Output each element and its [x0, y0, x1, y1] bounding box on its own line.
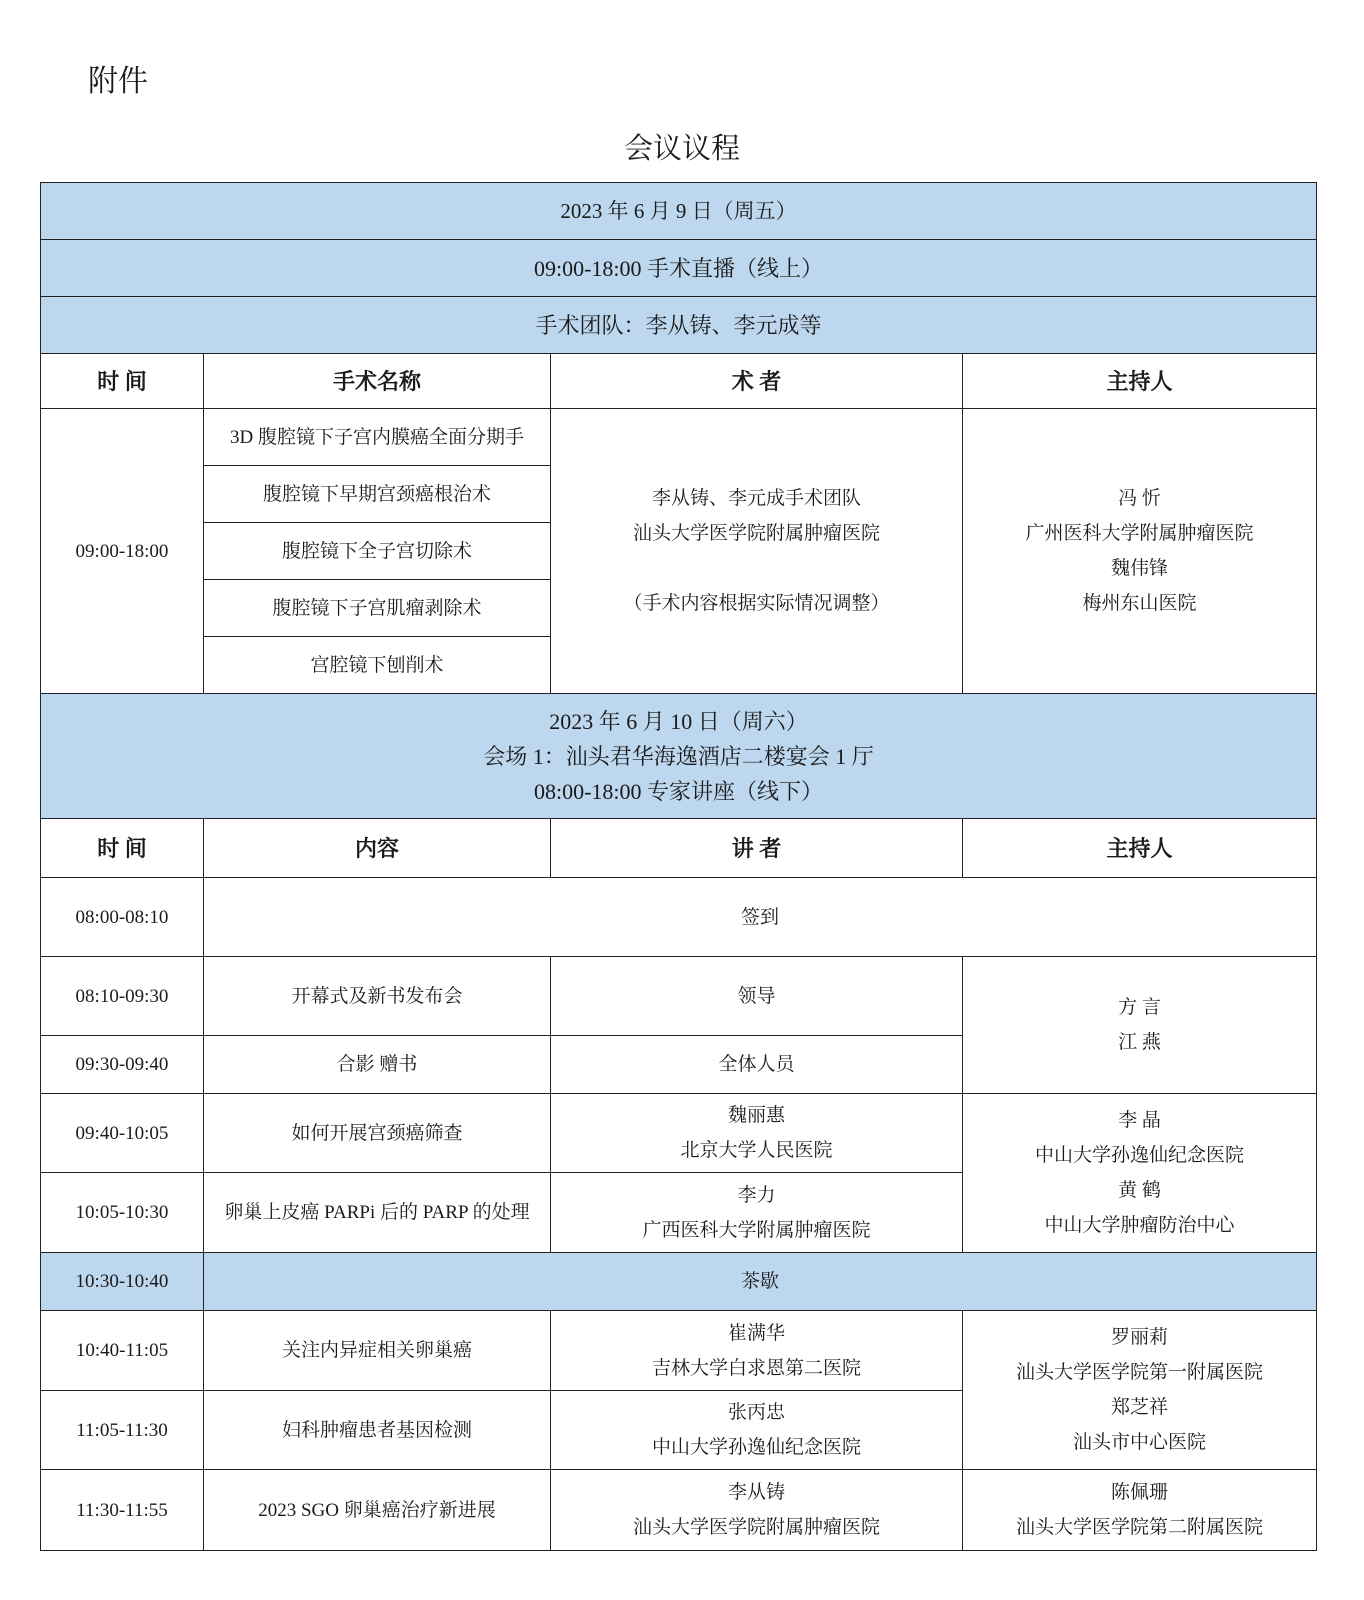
row-speaker: [551, 1173, 963, 1253]
host-line: 黄 鹤: [1118, 1180, 1161, 1201]
agenda-table: [40, 182, 1317, 1551]
signin-time: 08:00-08:10: [41, 878, 204, 957]
row-speaker: 领导: [551, 957, 963, 1036]
row-time: 08:10-09:30: [41, 957, 204, 1036]
row-content: 开幕式及新书发布会: [204, 957, 551, 1036]
speaker-name: 张丙忠: [727, 1402, 785, 1423]
row-time: 10:05-10:30: [41, 1173, 204, 1253]
row-content: 合影 赠书: [204, 1036, 551, 1094]
speaker-name: 李从铸: [727, 1482, 785, 1503]
host-line: 魏伟锋: [1110, 558, 1168, 579]
row-time: 11:30-11:55: [41, 1470, 204, 1551]
row-time: 10:40-11:05: [41, 1311, 204, 1391]
surgeon-line: 汕头大学医学院附属肿瘤医院: [632, 523, 880, 544]
host-line: 郑芝祥: [1110, 1397, 1168, 1418]
surgery-item: 腹腔镜下全子宫切除术: [204, 523, 551, 580]
attachment-label: 附件: [88, 65, 148, 98]
speaker-affiliation: 汕头大学医学院附属肿瘤医院: [632, 1517, 880, 1538]
host-line: 李 晶: [1118, 1110, 1161, 1131]
surgery-item: 腹腔镜下子宫肌瘤剥除术: [204, 580, 551, 637]
signin-label: 签到: [204, 878, 1317, 957]
header-time: 时 间: [41, 354, 204, 409]
speaker-affiliation: 北京大学人民医院: [680, 1140, 833, 1161]
day1-time: 09:00-18:00: [41, 409, 204, 694]
day2-banner: [41, 694, 1317, 819]
row-speaker: [551, 1391, 963, 1470]
row-speaker: [551, 1311, 963, 1391]
row-speaker: [551, 1470, 963, 1551]
host-line: 汕头市中心医院: [1072, 1432, 1206, 1453]
surgeon-note: （手术内容根据实际情况调整）: [623, 593, 890, 614]
speaker-affiliation: 中山大学孙逸仙纪念医院: [651, 1437, 861, 1458]
row-content: 如何开展宫颈癌筛查: [204, 1094, 551, 1173]
row-speaker: 全体人员: [551, 1036, 963, 1094]
host-line: 汕头大学医学院第一附属医院: [1015, 1362, 1263, 1383]
host-line: 陈佩珊: [1110, 1482, 1168, 1503]
header-surgeon: 术 者: [551, 354, 963, 409]
host-line: 汕头大学医学院第二附属医院: [1015, 1517, 1263, 1538]
header-host: 主持人: [963, 819, 1317, 878]
day1-session: 09:00-18:00 手术直播（线上）: [41, 240, 1317, 297]
day2-venue: 会场 1：汕头君华海逸酒店二楼宴会 1 厅: [483, 743, 874, 769]
host-line: 江 燕: [1118, 1032, 1161, 1053]
host-line: 冯 忻: [1118, 488, 1161, 509]
speaker-affiliation: 广西医科大学附属肿瘤医院: [642, 1219, 871, 1241]
row-content: 卵巢上皮癌 PARPi 后的 PARP 的处理: [204, 1173, 551, 1253]
day1-hosts: [963, 409, 1317, 694]
host-line: 梅州东山医院: [1082, 593, 1197, 614]
host-group: [963, 1311, 1317, 1470]
day1-surgeons: [551, 409, 963, 694]
row-speaker: [551, 1094, 963, 1173]
page-title: 会议议程: [623, 133, 740, 165]
row-time: 11:05-11:30: [41, 1391, 204, 1470]
host-line: 广州医科大学附属肿瘤医院: [1025, 523, 1254, 544]
row-time: 09:30-09:40: [41, 1036, 204, 1094]
tea-time: 10:30-10:40: [41, 1253, 204, 1311]
day2-date: 2023 年 6 月 10 日（周六）: [549, 708, 808, 734]
host-group: [963, 1470, 1317, 1551]
speaker-name: 魏丽惠: [727, 1105, 785, 1126]
header-surgery: 手术名称: [204, 354, 551, 409]
speaker-name: 崔满华: [727, 1322, 785, 1344]
host-line: 中山大学肿瘤防治中心: [1044, 1215, 1235, 1236]
surgery-item: 腹腔镜下早期宫颈癌根治术: [204, 466, 551, 523]
tea-label: 茶歇: [204, 1253, 1317, 1311]
surgery-item: 宫腔镜下刨削术: [204, 637, 551, 694]
day1-team: 手术团队：李从铸、李元成等: [41, 297, 1317, 354]
header-speaker: 讲 者: [551, 819, 963, 878]
surgery-item: 3D 腹腔镜下子宫内膜癌全面分期手: [204, 409, 551, 466]
row-content: 关注内异症相关卵巢癌: [204, 1311, 551, 1391]
header-content: 内容: [204, 819, 551, 878]
host-line: 方 言: [1118, 997, 1161, 1018]
day1-date: 2023 年 6 月 9 日（周五）: [41, 183, 1317, 240]
header-host: 主持人: [963, 354, 1317, 409]
host-group: [963, 1094, 1317, 1253]
host-line: 中山大学孙逸仙纪念医院: [1034, 1145, 1244, 1166]
host-group: [963, 957, 1317, 1094]
day2-session: 08:00-18:00 专家讲座（线下）: [533, 778, 824, 804]
header-time: 时 间: [41, 819, 204, 878]
row-content: 妇科肿瘤患者基因检测: [204, 1391, 551, 1470]
speaker-name: 李力: [737, 1184, 776, 1206]
host-line: 罗丽莉: [1110, 1327, 1168, 1348]
row-time: 09:40-10:05: [41, 1094, 204, 1173]
speaker-affiliation: 吉林大学白求恩第二医院: [651, 1357, 861, 1379]
surgeon-line: 李从铸、李元成手术团队: [651, 488, 861, 509]
row-content: 2023 SGO 卵巢癌治疗新进展: [204, 1470, 551, 1551]
